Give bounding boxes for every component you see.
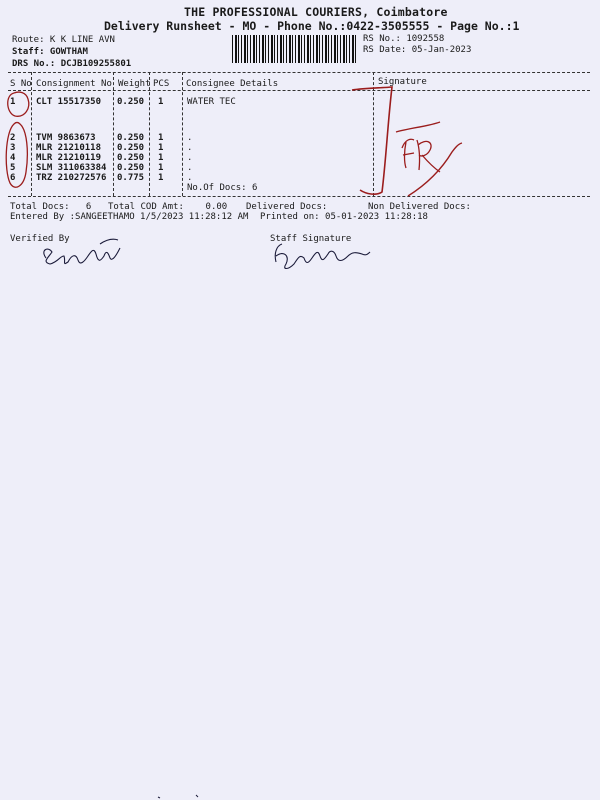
row-consignment: MLR 21210118 — [36, 143, 102, 153]
runsheet-subtitle: Delivery Runsheet - MO - Phone No.:0422-3505555 - Page No.:1 — [104, 19, 520, 33]
col-header-weight: Weight — [118, 79, 151, 89]
bottom-speck — [158, 795, 198, 798]
row-sno: 4 — [10, 153, 16, 163]
row-consignment: MLR 21210119 — [36, 153, 102, 163]
row-details: . — [187, 173, 193, 183]
row-weight: 0.775 — [117, 173, 145, 183]
row-details: . — [187, 143, 193, 153]
row-consignment: TRZ 210272576 — [36, 173, 107, 183]
row-pcs: 1 — [158, 153, 164, 163]
row-pcs: 1 — [158, 163, 164, 173]
company-title: THE PROFESSIONAL COURIERS, Coimbatore — [184, 5, 448, 19]
row-consignment: SLM 311063384 — [36, 163, 107, 173]
rs-date: RS Date: 05-Jan-2023 — [363, 45, 472, 55]
drs-number: DRS No.: DCJB109255801 — [12, 59, 132, 69]
row-details: WATER TEC — [187, 97, 236, 107]
row-weight: 0.250 — [117, 133, 145, 143]
row-details: . — [187, 163, 193, 173]
row-sno: 5 — [10, 163, 16, 173]
row-weight: 0.250 — [117, 143, 145, 153]
row-sno: 6 — [10, 173, 16, 183]
non-delivered-docs: Non Delivered Docs: — [368, 202, 471, 212]
row-pcs: 1 — [158, 143, 164, 153]
row-pcs: 1 — [158, 133, 164, 143]
row-sno: 1 — [10, 97, 16, 107]
verified-by-label: Verified By — [10, 234, 70, 244]
col-header-sno: S No — [10, 79, 32, 89]
total-cod-amount: Total COD Amt: 0.00 — [108, 202, 228, 212]
row-details: . — [187, 153, 193, 163]
row-weight: 0.250 — [117, 153, 145, 163]
rs-number: RS No.: 1092558 — [363, 34, 445, 44]
row-weight: 0.250 — [117, 97, 145, 107]
row-details: . — [187, 133, 193, 143]
row-weight: 0.250 — [117, 163, 145, 173]
row-sno: 3 — [10, 143, 16, 153]
entered-by: Entered By :SANGEETHAMO 1/5/2023 11:28:12 AM — [10, 212, 249, 222]
row-sno: 2 — [10, 133, 16, 143]
staff-signature — [275, 244, 370, 269]
staff-signature-label: Staff Signature — [270, 234, 352, 244]
col-header-signature: Signature — [378, 77, 427, 87]
row-pcs: 1 — [158, 97, 164, 107]
col-header-consignee: Consignee Details — [186, 79, 279, 89]
row-pcs: 1 — [158, 173, 164, 183]
total-docs: Total Docs: 6 — [10, 202, 92, 212]
delivered-docs: Delivered Docs: — [246, 202, 328, 212]
col-header-pcs: PCS — [153, 79, 170, 89]
col-header-consignment: Consignment No — [36, 79, 112, 89]
row-consignment: TVM 9863673 — [36, 133, 96, 143]
staff-label: Staff: GOWTHAM — [12, 47, 88, 57]
route-label: Route: K K LINE AVN — [12, 35, 115, 45]
verified-by-signature — [44, 239, 120, 264]
no-of-docs: No.Of Docs: 6 — [187, 183, 258, 193]
printed-on: Printed on: 05-01-2023 11:28:18 — [260, 212, 428, 222]
row-consignment: CLT 15517350 — [36, 97, 102, 107]
